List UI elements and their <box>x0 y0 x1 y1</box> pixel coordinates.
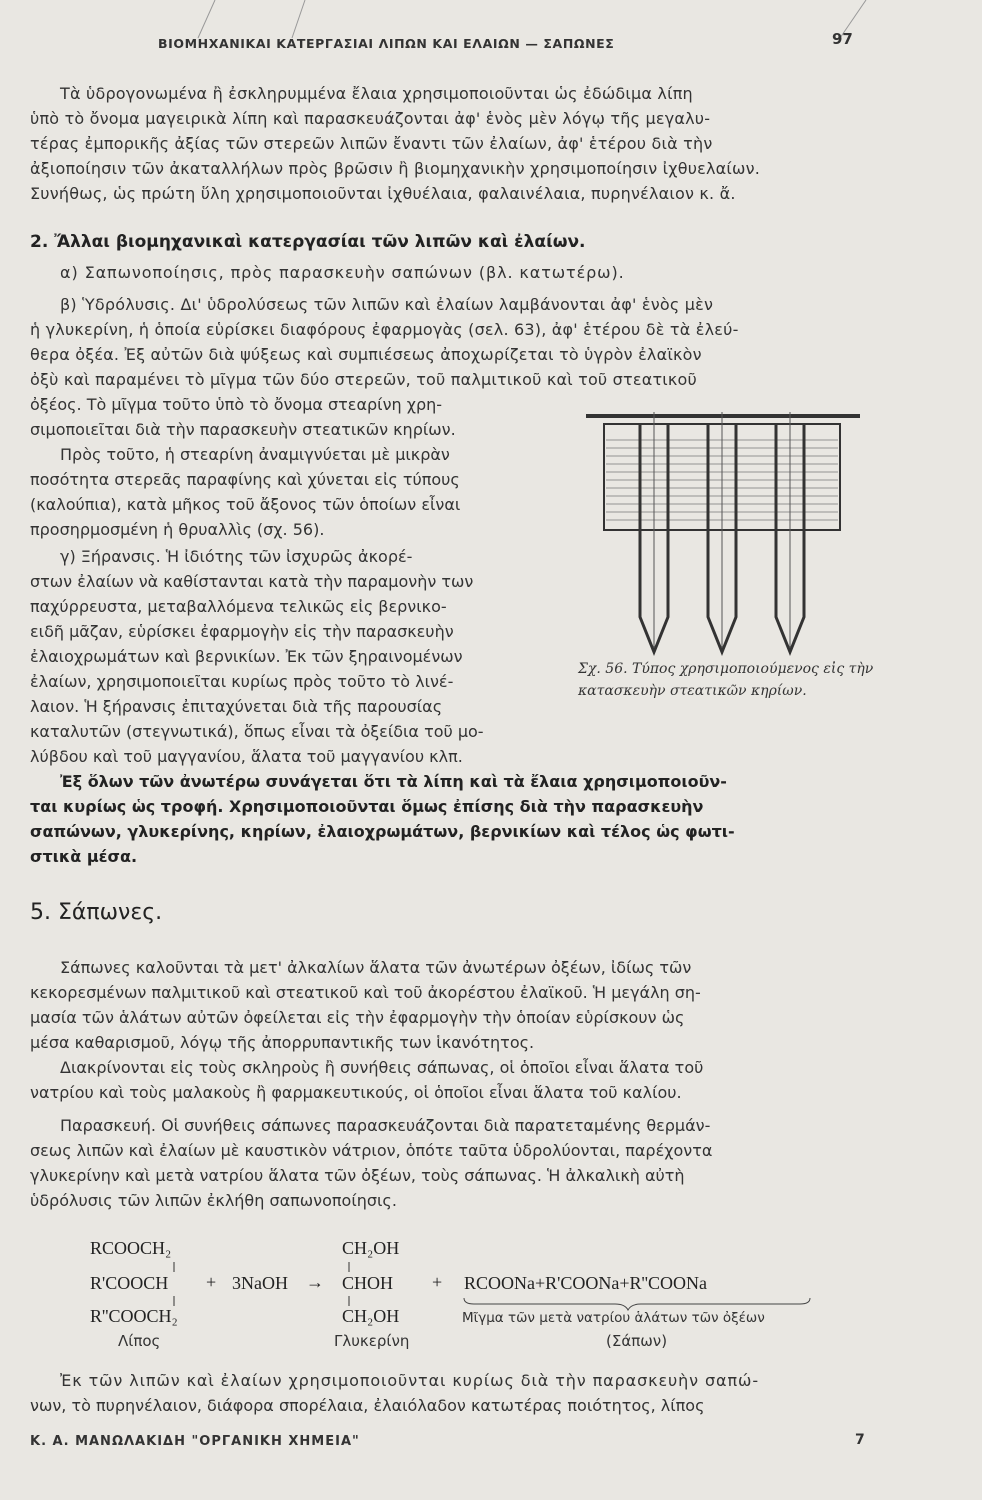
section-2c-line: στων ἐλαίων νὰ καθίστανται κατὰ τὴν παραμονὴν των <box>30 572 474 591</box>
soap-paragraph-line: μασία τῶν ἁλάτων αὐτῶν ὀφείλεται εἰς τὴν ἐφαρμογὴν τὴν ὁποίαν εὑρίσκουν ὡς <box>30 1008 685 1027</box>
section-2b-line: ποσότητα στερεᾶς παραφίνης καὶ χύνεται εἰς τύπους <box>30 470 460 489</box>
glycerin-line-2: CHOH <box>342 1273 394 1293</box>
summary-line: Ἐξ ὅλων τῶν ἀνωτέρω συνάγεται ὅτι τὰ λίπη καὶ τὰ ἔλαια χρησιμοποιοῦν- <box>60 772 727 791</box>
section-2c-line: παχύρρευστα, μεταβαλλόμενα τελικῶς εἰς βερνικο- <box>30 597 447 616</box>
footer-signature-number: 7 <box>855 1432 865 1448</box>
plus-sign: + <box>206 1272 217 1292</box>
soap-paragraph-line: μέσα καθαρισμοῦ, λόγῳ τῆς ἀπορρυπαντικῆς των ἱκανότητος. <box>30 1033 535 1052</box>
ester-line-2: R'COOCH <box>90 1273 169 1293</box>
section-2b-line: ὀξέος. Τὸ μῖγμα τοῦτο ὑπὸ τὸ ὄνομα στεαρίνη χρη- <box>30 395 443 414</box>
preparation-line: γλυκερίνην καὶ μετὰ νατρίου ἅλατα τῶν ὀξέων, τοὺς σάπωνας. Ἡ ἀλκαλικὴ αὐτὴ <box>30 1166 685 1185</box>
reagent-naoh: 3NaOH <box>232 1273 288 1293</box>
section-2b-line: σιμοποιεῖται διὰ τὴν παρασκευὴν στεατικῶν κηρίων. <box>30 420 456 439</box>
intro-line: Συνήθως, ὡς πρώτη ὕλη χρησιμοποιοῦνται ἰχθυέλαια, φαλαινέλαια, πυρηνέλαιον κ. ἄ. <box>30 184 736 203</box>
page-number: 97 <box>832 30 853 48</box>
preparation-line: σεως λιπῶν καὶ ἐλαίων μὲ καυστικὸν νάτριον, ὁπότε ταῦτα ὑδρολύονται, παρέχοντα <box>30 1141 713 1160</box>
section-2c-line: ἐλαίων, χρησιμοποιεῖται κυρίως πρὸς τοῦτο τὸ λινέ- <box>30 672 454 691</box>
label-soap: (Σάπων) <box>606 1332 668 1350</box>
reaction-arrow: → <box>306 1272 324 1292</box>
soap-products: RCOONa+R'COONa+R''COONa <box>464 1273 708 1293</box>
section-2c-line: γ) Ξήρανσις. Ἡ ἰδιότης τῶν ἰσχυρῶς ἀκορέ- <box>60 547 413 566</box>
intro-line: ὑπὸ τὸ ὄνομα μαγειρικὰ λίπη καὶ παρασκευάζονται ἀφ' ἑνὸς μὲν λόγῳ τῆς μεγαλυ- <box>30 109 711 128</box>
section-2c-line: λύβδου καὶ τοῦ μαγγανίου, ἅλατα τοῦ μαγγανίου κλπ. <box>30 747 463 766</box>
summary-line: ται κυρίως ὡς τροφή. Χρησιμοποιοῦνται ὅμως ἐπίσης διὰ τὴν παρασκευὴν <box>30 797 704 816</box>
section-2-heading: 2. Ἄλλαι βιομηχανικαὶ κατεργασίαι τῶν λιπῶν καὶ ἐλαίων. <box>30 232 586 252</box>
section-2b-line: (καλούπια), κατὰ μῆκος τοῦ ἄξονος τῶν ὁποίων εἶναι <box>30 495 461 514</box>
ester-line-3: R''COOCH₂ <box>90 1306 178 1326</box>
preparation-line: Παρασκευή. Οἱ συνήθεις σάπωνες παρασκευάζονται διὰ παρατεταμένης θερμάν- <box>60 1116 711 1135</box>
figure-caption: Σχ. 56. Τύπος χρησιμοποιούμενος εἰς τὴν κατασκευὴν στεατικῶν κηρίων. <box>578 661 874 699</box>
summary-line: στικὰ μέσα. <box>30 847 138 866</box>
section-2c-line: καταλυτῶν (στεγνωτικά), ὅπως εἶναι τὰ ὀξείδια τοῦ μο- <box>30 722 484 741</box>
final-paragraph-line: νων, τὸ πυρηνέλαιον, διάφορα σπορέλαια, ἐλαιόλαδον κατωτέρας ποιότητος, λίπος <box>30 1396 705 1415</box>
section-2c-line: λαιον. Ἡ ξήρανσις ἐπιταχύνεται διὰ τῆς παρουσίας <box>30 697 443 716</box>
section-2b-line: προσηρμοσμένη ἡ θρυαλλὶς (σχ. 56). <box>30 520 325 539</box>
section-2c-line: ἐλαιοχρωμάτων καὶ βερνικίων. Ἐκ τῶν ξηραινομένων <box>30 647 463 666</box>
section-2c-line: ειδῆ μᾶζαν, εὑρίσκει ἐφαρμογὴν εἰς τὴν παρασκευὴν <box>30 622 454 641</box>
soap-paragraph-line: κεκορεσμένων παλμιτικοῦ καὶ στεατικοῦ καὶ τοῦ ἀκορέστου ἐλαϊκοῦ. Ἡ μεγάλη ση- <box>30 983 701 1002</box>
label-fat: Λίπος <box>118 1332 161 1350</box>
soap-types-line: νατρίου καὶ τοὺς μαλακοὺς ἢ φαρμακευτικούς, οἱ ὁποῖοι εἶναι ἅλατα τοῦ καλίου. <box>30 1083 682 1102</box>
intro-line: ἀξιοποίησιν τῶν ἀκαταλλήλων πρὸς βρῶσιν ἢ βιομηχανικὴν χρησιμοποίησιν ἰχθυελαίων. <box>30 159 761 178</box>
label-salt-mixture: Μῖγμα τῶν μετὰ νατρίου ἁλάτων τῶν ὀξέων <box>462 1310 765 1326</box>
running-header: ΒΙΟΜΗΧΑΝΙΚΑΙ ΚΑΤΕΡΓΑΣΙΑΙ ΛΙΠΩΝ ΚΑΙ ΕΛΑΙΩΝ — ΣΑΠΩΝΕΣ <box>158 36 615 51</box>
section-2b-line: Πρὸς τοῦτο, ἡ στεαρίνη ἀναμιγνύεται μὲ μικρὰν <box>60 445 450 464</box>
glycerin-line-3: CH₂OH <box>342 1306 400 1326</box>
section-2a-line: α) Σαπωνοποίησις, πρὸς παρασκευὴν σαπώνων (βλ. κατωτέρω). <box>60 263 625 282</box>
soap-types-line: Διακρίνονται εἰς τοὺς σκληροὺς ἢ συνήθεις σάπωνας, οἱ ὁποῖοι εἶναι ἅλατα τοῦ <box>60 1058 704 1077</box>
section-2b-line: ὀξὺ καὶ παραμένει τὸ μῖγμα τῶν δύο στερεῶν, τοῦ παλμιτικοῦ καὶ τοῦ στεατικοῦ <box>30 370 697 389</box>
final-paragraph-line: Ἐκ τῶν λιπῶν καὶ ἐλαίων χρησιμοποιοῦνται κυρίως διὰ τὴν παρασκευὴν σαπώ- <box>60 1371 760 1390</box>
glycerin-line-1: CH₂OH <box>342 1238 400 1258</box>
intro-line: τέρας ἐμπορικῆς ἀξίας τῶν στερεῶν λιπῶν ἔναντι τῶν ἐλαίων, ἀφ' ἑτέρου διὰ τὴν <box>30 134 713 153</box>
summary-line: σαπώνων, γλυκερίνης, κηρίων, ἐλαιοχρωμάτων, βερνικίων καὶ τέλος ὡς φωτι- <box>30 822 735 841</box>
footer-book-title: Κ. Α. ΜΑΝΩΛΑΚΙΔΗ "ΟΡΓΑΝΙΚΗ ΧΗΜΕΙΑ" <box>30 1434 360 1449</box>
intro-line: Τὰ ὑδρογονωμένα ἢ ἐσκληρυμμένα ἔλαια χρησιμοποιοῦνται ὡς ἐδώδιμα λίπη <box>60 84 693 103</box>
plus-sign: + <box>432 1272 443 1292</box>
section-5-heading: 5. Σάπωνες. <box>30 900 163 925</box>
ester-line-1: RCOOCH₂ <box>90 1238 172 1258</box>
section-2b-line: θερα ὀξέα. Ἐξ αὐτῶν διὰ ψύξεως καὶ συμπιέσεως ἀποχωρίζεται τὸ ὑγρὸν ἐλαϊκὸν <box>30 345 702 364</box>
section-2b-line: β) Ὑδρόλυσις. Δι' ὑδρολύσεως τῶν λιπῶν καὶ ἐλαίων λαμβάνονται ἀφ' ἑνὸς μὲν <box>60 295 714 314</box>
label-glycerin: Γλυκερίνη <box>334 1332 410 1350</box>
soap-paragraph-line: Σάπωνες καλοῦνται τὰ μετ' ἀλκαλίων ἅλατα τῶν ἀνωτέρων ὀξέων, ἰδίως τῶν <box>60 958 692 977</box>
preparation-line: ὑδρόλυσις τῶν λιπῶν ἐκλήθη σαπωνοποίησις. <box>30 1191 397 1210</box>
section-2b-line: ἡ γλυκερίνη, ἡ ὁποία εὑρίσκει διαφόρους ἐφαρμογὰς (σελ. 63), ἀφ' ἑτέρου δὲ τὰ ἐλεύ- <box>30 320 739 339</box>
